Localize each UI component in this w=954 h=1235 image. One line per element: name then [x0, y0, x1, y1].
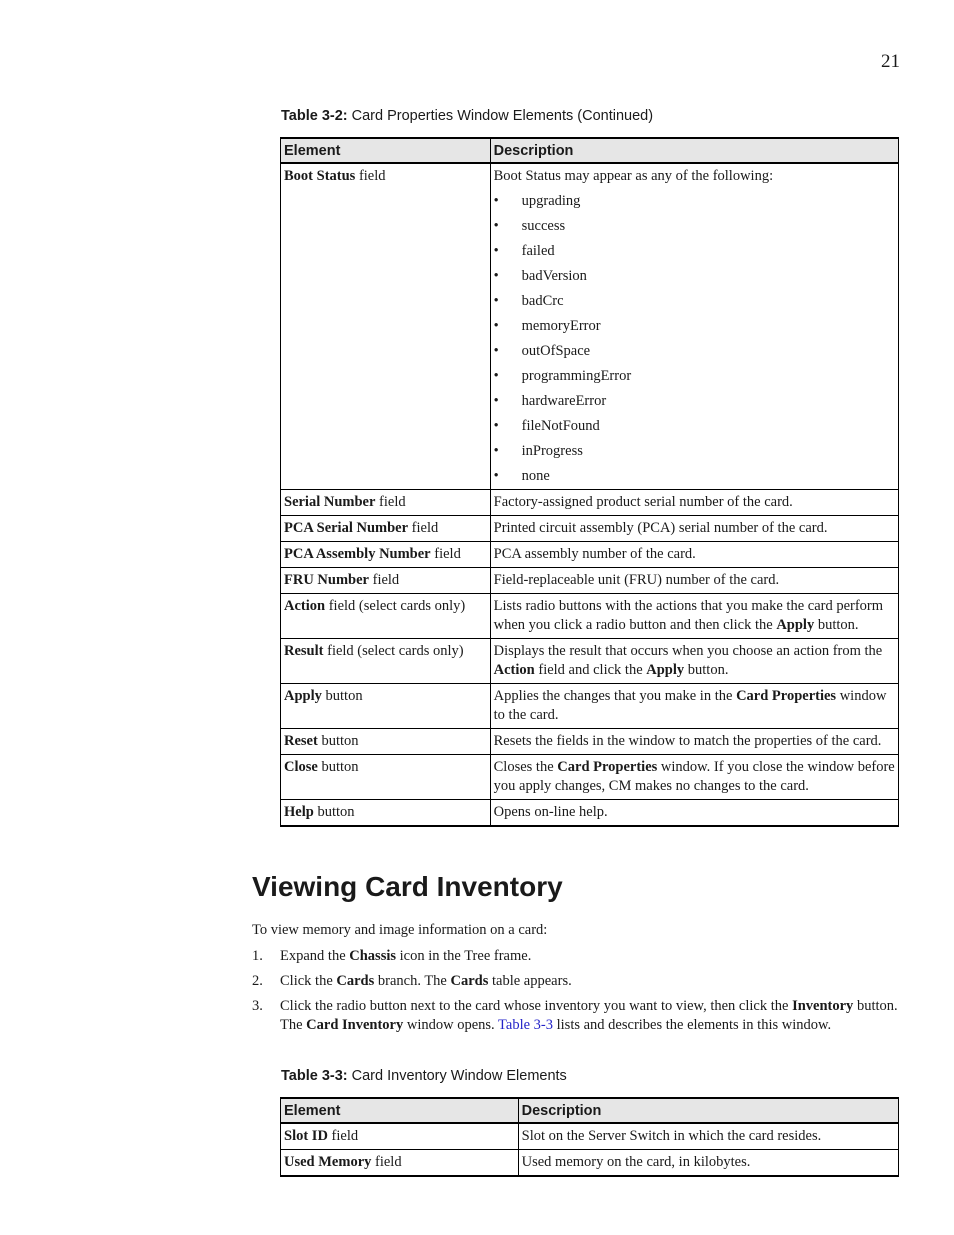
element-type: field: [355, 168, 386, 184]
table-row: [281, 1150, 899, 1177]
description-text: [494, 493, 895, 512]
element-cell: [281, 516, 491, 542]
table-row: [281, 163, 899, 490]
element-name: Serial Number: [284, 494, 376, 510]
table-row: [281, 639, 899, 684]
element-type: field: [368, 572, 400, 588]
bold-term: Cards: [336, 973, 375, 989]
step-number: 2.: [252, 973, 263, 989]
text-run: branch. The: [374, 973, 451, 989]
step-item: [252, 997, 900, 1035]
column-header-description: Description: [518, 1098, 898, 1123]
text-run: Factory-assigned product serial number of the card.: [493, 494, 793, 510]
page-number: 21: [881, 51, 900, 72]
element-cell: [281, 163, 491, 490]
bullet-item: • fileNotFound: [494, 417, 895, 436]
text-run: Closes the: [493, 759, 558, 775]
table-caption: [281, 1068, 567, 1084]
element-cell: [281, 800, 491, 827]
element-name: Slot ID: [284, 1128, 328, 1144]
table-row: [281, 542, 899, 568]
bullet-item: • failed: [494, 242, 895, 261]
element-cell: [281, 684, 491, 729]
table-header-row: [281, 138, 899, 163]
table-row: [281, 755, 899, 800]
bold-term: Apply: [646, 662, 685, 678]
description-cell: [490, 755, 898, 800]
description-text: [494, 642, 895, 680]
description-text: [494, 758, 895, 796]
element-type: field: [430, 546, 461, 562]
element-cell: [281, 568, 491, 594]
table-caption-label: Table 3-3:: [281, 1068, 348, 1084]
bold-term: Card Properties: [557, 759, 658, 775]
bold-term: Cards: [450, 973, 489, 989]
bold-term: Inventory: [792, 998, 854, 1014]
table-row: [281, 490, 899, 516]
text-run: Printed circuit assembly (PCA) serial number of the card.: [493, 520, 828, 536]
description-cell: [518, 1150, 898, 1177]
table-row: [281, 516, 899, 542]
table-row: [281, 594, 899, 639]
element-name: Action: [284, 598, 326, 614]
step-item: [252, 947, 900, 966]
description-cell: [490, 568, 898, 594]
table-row: [281, 729, 899, 755]
description-cell: [490, 594, 898, 639]
table-header-row: [281, 1098, 899, 1123]
text-run: button.: [684, 662, 729, 678]
description-cell: [490, 490, 898, 516]
element-name: FRU Number: [284, 572, 369, 588]
description-text: [494, 519, 895, 538]
table-caption: [281, 108, 653, 124]
text-run: Applies the changes that you make in the: [493, 688, 737, 704]
text-run: window opens.: [403, 1017, 499, 1033]
description-text: [522, 1127, 895, 1146]
text-run: window to the card.: [493, 688, 887, 723]
element-type: field (select cards only): [325, 598, 466, 614]
bullet-item: • upgrading: [494, 192, 895, 211]
text-run: Expand the: [280, 948, 350, 964]
description-cell: [490, 516, 898, 542]
element-cell: [281, 729, 491, 755]
bullet-item: • success: [494, 217, 895, 236]
element-name: Apply: [284, 688, 322, 704]
element-cell: [281, 1123, 519, 1150]
element-name: Close: [284, 759, 318, 775]
card-inventory-table: [280, 1097, 899, 1177]
text-run: Used memory on the card, in kilobytes.: [521, 1154, 751, 1170]
column-header-element: Element: [281, 138, 491, 163]
element-name: PCA Assembly Number: [284, 546, 431, 562]
column-header-description: Description: [490, 138, 898, 163]
table-row: [281, 1123, 899, 1150]
text-run: Displays the result that occurs when you choose an action from the: [493, 643, 883, 659]
description-cell: [490, 800, 898, 827]
step-number: 1.: [252, 948, 263, 964]
text-run: Opens on-line help.: [493, 804, 608, 820]
step-item: [252, 972, 900, 991]
description-text: [494, 545, 895, 564]
bullet-item: • badCrc: [494, 292, 895, 311]
element-name: Used Memory: [284, 1154, 372, 1170]
table-caption-text: Card Inventory Window Elements: [347, 1068, 567, 1084]
bullet-item: • programmingError: [494, 367, 895, 386]
bold-term: Chassis: [349, 948, 397, 964]
element-type: field: [375, 494, 406, 510]
text-run: Boot Status may appear as any of the following:: [493, 168, 774, 184]
description-text: [522, 1153, 895, 1172]
table-row: [281, 568, 899, 594]
text-run: button. The: [280, 998, 898, 1033]
description-cell: [518, 1123, 898, 1150]
element-cell: [281, 594, 491, 639]
description-cell: [490, 639, 898, 684]
bullet-list: [494, 192, 895, 486]
bold-term: Action: [493, 662, 535, 678]
element-type: button: [317, 759, 359, 775]
table-caption-text: Card Properties Window Elements (Continued): [347, 108, 654, 124]
text-run: Resets the fields in the window to match the properties of the card.: [493, 733, 882, 749]
description-text: [494, 732, 895, 751]
element-cell: [281, 1150, 519, 1177]
bullet-item: • none: [494, 467, 895, 486]
text-run: button.: [814, 617, 859, 633]
description-cell: [490, 542, 898, 568]
element-name: Reset: [284, 733, 318, 749]
text-run: field and click the: [534, 662, 647, 678]
bullet-item: • memoryError: [494, 317, 895, 336]
element-type: button: [313, 804, 355, 820]
element-cell: [281, 755, 491, 800]
element-name: Help: [284, 804, 314, 820]
table-row: [281, 684, 899, 729]
text-run: icon in the Tree frame.: [396, 948, 532, 964]
table-row: [281, 800, 899, 827]
bold-term: Apply: [776, 617, 815, 633]
card-properties-table: [280, 137, 899, 827]
text-run: table appears.: [488, 973, 572, 989]
element-name: Boot Status: [284, 168, 356, 184]
element-type: field (select cards only): [323, 643, 464, 659]
text-run: Slot on the Server Switch in which the card resides.: [521, 1128, 822, 1144]
description-text: [494, 803, 895, 822]
text-run: lists and describes the elements in this window.: [553, 1017, 832, 1033]
bullet-item: • outOfSpace: [494, 342, 895, 361]
section-heading: Viewing Card Inventory: [252, 871, 563, 902]
text-run: PCA assembly number of the card.: [493, 546, 696, 562]
description-text: [494, 687, 895, 725]
bullet-item: • inProgress: [494, 442, 895, 461]
element-name: Result: [284, 643, 324, 659]
table-caption-label: Table 3-2:: [281, 108, 348, 124]
description-cell: [490, 163, 898, 490]
description-cell: [490, 684, 898, 729]
intro-text: To view memory and image information on a card:: [252, 922, 548, 938]
text-run: Field-replaceable unit (FRU) number of the card.: [493, 572, 780, 588]
element-type: button: [321, 688, 363, 704]
cross-reference-link[interactable]: Table 3-3: [498, 1017, 553, 1033]
element-cell: [281, 639, 491, 684]
text-run: Click the: [280, 973, 337, 989]
column-header-element: Element: [281, 1098, 519, 1123]
description-text: [494, 597, 895, 635]
bullet-item: • hardwareError: [494, 392, 895, 411]
element-name: PCA Serial Number: [284, 520, 409, 536]
steps-list: [252, 947, 900, 1041]
text-run: Click the radio button next to the card whose inventory you want to view, then click the: [280, 998, 793, 1014]
element-type: field: [371, 1154, 402, 1170]
element-cell: [281, 542, 491, 568]
element-type: field: [408, 520, 439, 536]
element-cell: [281, 490, 491, 516]
bold-term: Card Properties: [736, 688, 837, 704]
description-text: [494, 571, 895, 590]
bold-term: Card Inventory: [306, 1017, 404, 1033]
bullet-item: • badVersion: [494, 267, 895, 286]
text-run: Lists radio buttons with the actions that you make the card perform when you click a radio button and then click the: [493, 598, 884, 633]
element-type: button: [317, 733, 359, 749]
step-number: 3.: [252, 998, 263, 1014]
description-cell: [490, 729, 898, 755]
element-type: field: [327, 1128, 359, 1144]
description-text: [494, 167, 895, 186]
text-run: window. If you close the window before you apply changes, CM makes no changes to the card.: [493, 759, 895, 794]
